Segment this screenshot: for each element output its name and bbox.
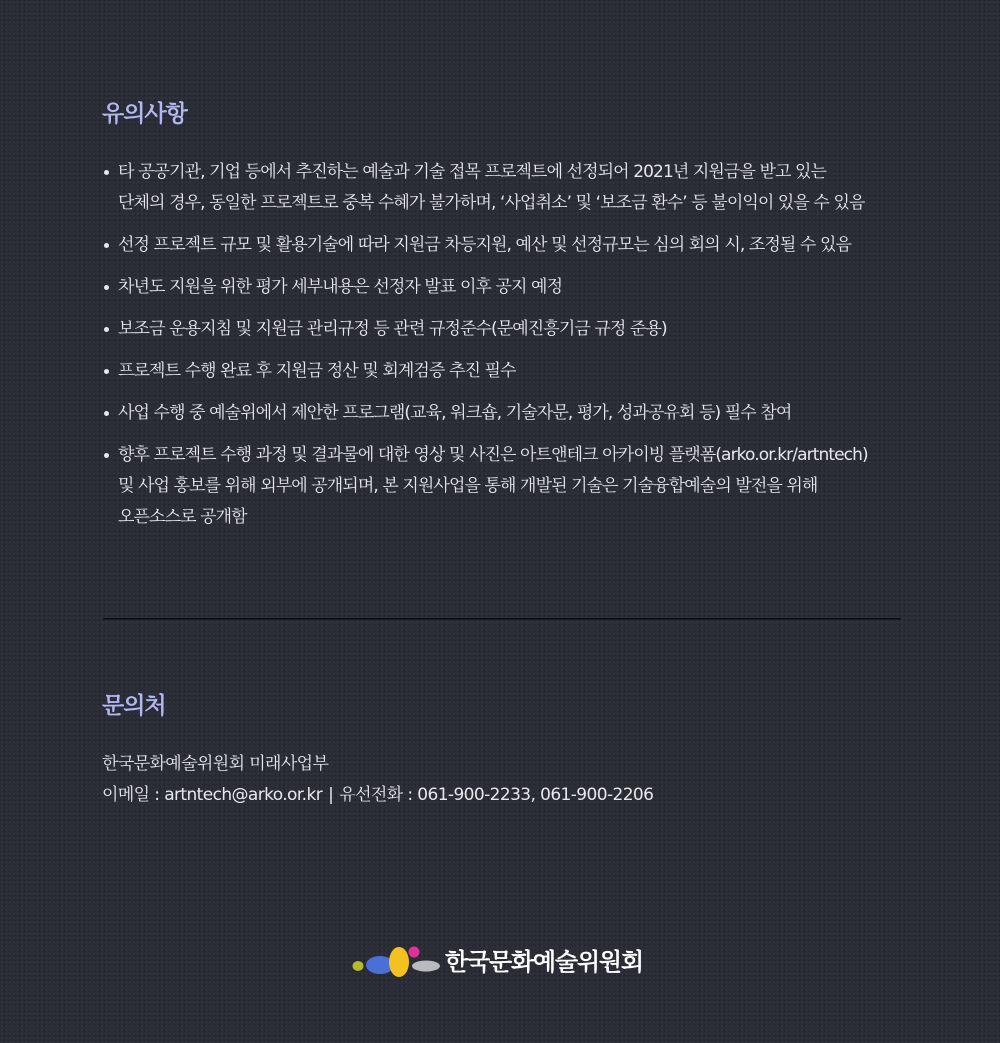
notice-item <box>102 230 942 261</box>
contact-title: 문의처 <box>102 693 166 719</box>
footer-logo <box>351 944 643 980</box>
notice-line: 단체의 경우, 동일한 프로젝트로 중복 수혜가 불가하며, ‘사업취소’ 및 ‘보조금 환수’ 등 불이익이 있을 수 있음 <box>118 193 865 213</box>
notice-title: 유의사항 <box>102 101 187 127</box>
bullet-icon <box>104 453 109 458</box>
notice-list <box>102 157 942 544</box>
bullet-icon <box>104 285 109 290</box>
notice-line: 선정 프로젝트 규모 및 활용기술에 따라 지원금 차등지원, 예산 및 선정규모는 심의 회의 시, 조정될 수 있음 <box>118 235 851 255</box>
contact-department: 한국문화예술위원회 미래사업부 <box>102 754 329 774</box>
contact-details <box>102 749 653 811</box>
section-divider <box>103 618 901 620</box>
logo-dot-gray <box>412 961 440 972</box>
notice-line: 차년도 지원을 위한 평가 세부내용은 선정자 발표 이후 공지 예정 <box>118 277 563 297</box>
contact-email: 이메일 : artntech@arko.or.kr <box>102 785 323 805</box>
logo-dot-magenta <box>409 947 420 958</box>
org-name: 한국문화예술위원회 <box>445 948 643 976</box>
logo-dot-olive <box>353 961 364 971</box>
notice-line: 사업 수행 중 예술위에서 제안한 프로그램(교육, 워크숍, 기술자문, 평가, 성과공유회 등) 필수 참여 <box>118 403 792 423</box>
bullet-icon <box>104 327 109 332</box>
notice-item <box>102 157 942 219</box>
notice-item <box>102 398 942 429</box>
notice-line: 및 사업 홍보를 위해 외부에 공개되며, 본 지원사업을 통해 개발된 기술은 기술융합예술의 발전을 위해 <box>118 476 818 496</box>
contact-info-row <box>102 780 653 811</box>
notice-item <box>102 356 942 387</box>
contact-separator: | <box>328 785 334 805</box>
notice-line: 프로젝트 수행 완료 후 지원금 정산 및 회계검증 추진 필수 <box>118 361 516 381</box>
notice-item <box>102 440 942 533</box>
bullet-icon <box>104 369 109 374</box>
contact-phone: 유선전화 : 061-900-2233, 061-900-2206 <box>339 785 654 805</box>
notice-item <box>102 272 942 303</box>
notice-line: 보조금 운용지침 및 지원금 관리규정 등 관련 규정준수(문예진흥기금 규정 준용) <box>118 319 667 339</box>
bullet-icon <box>104 411 109 416</box>
bullet-icon <box>104 170 109 175</box>
notice-item <box>102 314 942 345</box>
notice-line: 타 공공기관, 기업 등에서 추진하는 예술과 기술 접목 프로젝트에 선정되어 2021년 지원금을 받고 있는 <box>118 162 827 182</box>
logo-dot-yellow <box>389 947 409 977</box>
contact-section <box>102 689 902 805</box>
notice-line: 오픈소스로 공개함 <box>118 507 247 527</box>
notice-line: 향후 프로젝트 수행 과정 및 결과물에 대한 영상 및 사진은 아트앤테크 아카이빙 플랫폼(arko.or.kr/artntech) <box>118 445 868 465</box>
notice-section <box>102 97 942 527</box>
arko-logo-icon <box>351 944 441 980</box>
bullet-icon <box>104 243 109 248</box>
